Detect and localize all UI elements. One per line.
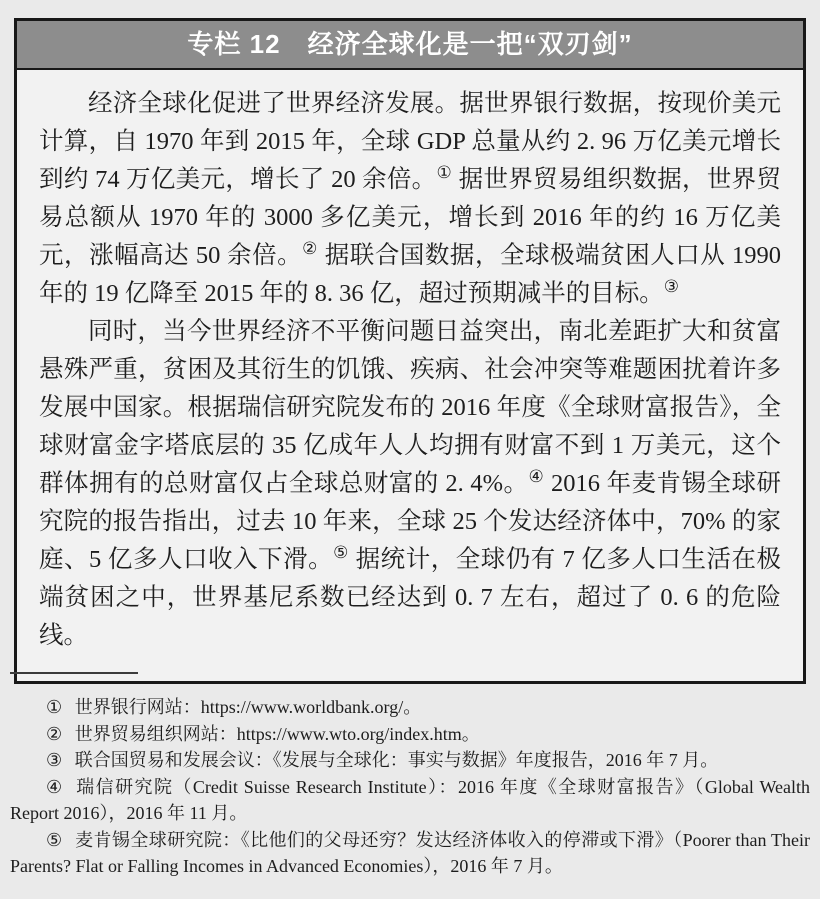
paragraph-text: 据统计，全球仍有 7 亿多人口生活在极端贫困之中，世界基尼系数已经达到 0. 7 左右，超过了 0. 6 的危险线。 xyxy=(39,546,782,649)
footnote-marker: ⑤ xyxy=(46,829,63,850)
paragraph-text: 据联合国数据，全球极端贫困人口从 1990 年的 19 亿降至 2015 年的 8. 36 亿，超过预期减半的目标。 xyxy=(39,242,782,307)
footnote-marker: ② xyxy=(46,723,63,744)
footnote-text: 世界银行网站：https://www.worldbank.org/。 xyxy=(74,697,422,717)
footnote-item xyxy=(10,774,810,827)
box-title: 专栏 12 经济全球化是一把“双刃剑” xyxy=(187,29,633,59)
footnote-item xyxy=(10,694,810,721)
box-header xyxy=(17,21,803,70)
paragraph xyxy=(39,313,781,655)
paragraph xyxy=(39,85,781,313)
paragraph-text: 2016 年麦肯锡全球研究院的报告指出，过去 10 年来，全球 25 个发达经济体中，70% 的家庭、5 亿多人口收入下滑。 xyxy=(39,470,781,573)
paragraph-text: 经济全球化促进了世界经济发展。据世界银行数据，按现价美元计算，自 1970 年到 2015 年，全球 GDP 总量从约 2. 96 万亿美元增长到约 74 万亿美元，增长了 20 余倍。 xyxy=(39,90,781,193)
footnote-text: 瑞信研究院（Credit Suisse Research Institute）：2016 年度《全球财富报告》（Global Wealth Report 2016），2016 年 11 月。 xyxy=(10,776,810,823)
footnote-separator xyxy=(10,672,138,674)
footnote-ref: ① xyxy=(436,162,453,182)
footnote-ref: ⑤ xyxy=(333,542,350,562)
footnote-ref: ③ xyxy=(663,276,680,296)
footnote-item xyxy=(10,827,810,880)
footnote-text: 世界贸易组织网站：https://www.wto.org/index.htm。 xyxy=(74,723,480,744)
paragraph-text: 同时，当今世界经济不平衡问题日益突出，南北差距扩大和贫富悬殊严重，贫困及其衍生的饥饿、疾病、社会冲突等难题困扰着许多发展中国家。根据瑞信研究院发布的 2016 年度《全球财富报告》，全球财富金字塔底层的 35 亿成年人人均拥有财富不到 1 万美元，这个群体拥有的总财富仅占全球总财富的 2. 4%。 xyxy=(39,318,781,497)
box-body xyxy=(17,70,803,681)
footnotes xyxy=(10,694,810,880)
footnote-marker: ④ xyxy=(46,776,64,797)
footnote-item xyxy=(10,721,810,748)
column-box xyxy=(14,18,806,684)
footnote-item xyxy=(10,747,810,774)
footnote-ref: ④ xyxy=(528,466,545,486)
footnote-marker: ① xyxy=(46,697,63,717)
footnote-ref: ② xyxy=(302,238,319,258)
footnote-text: 麦肯锡全球研究院：《比他们的父母还穷？发达经济体收入的停滞或下滑》（Poorer than Their Parents? Flat or Falling Incomes in Advanced Economies），2016 年 7 月。 xyxy=(10,829,810,876)
paragraph-text: 据世界贸易组织数据，世界贸易总额从 1970 年的 3000 多亿美元，增长到 2016 年的约 16 万亿美元，涨幅高达 50 余倍。 xyxy=(39,166,782,269)
footnote-marker: ③ xyxy=(46,750,63,770)
footnote-text: 联合国贸易和发展会议：《发展与全球化：事实与数据》年度报告，2016 年 7 月。 xyxy=(74,750,719,770)
